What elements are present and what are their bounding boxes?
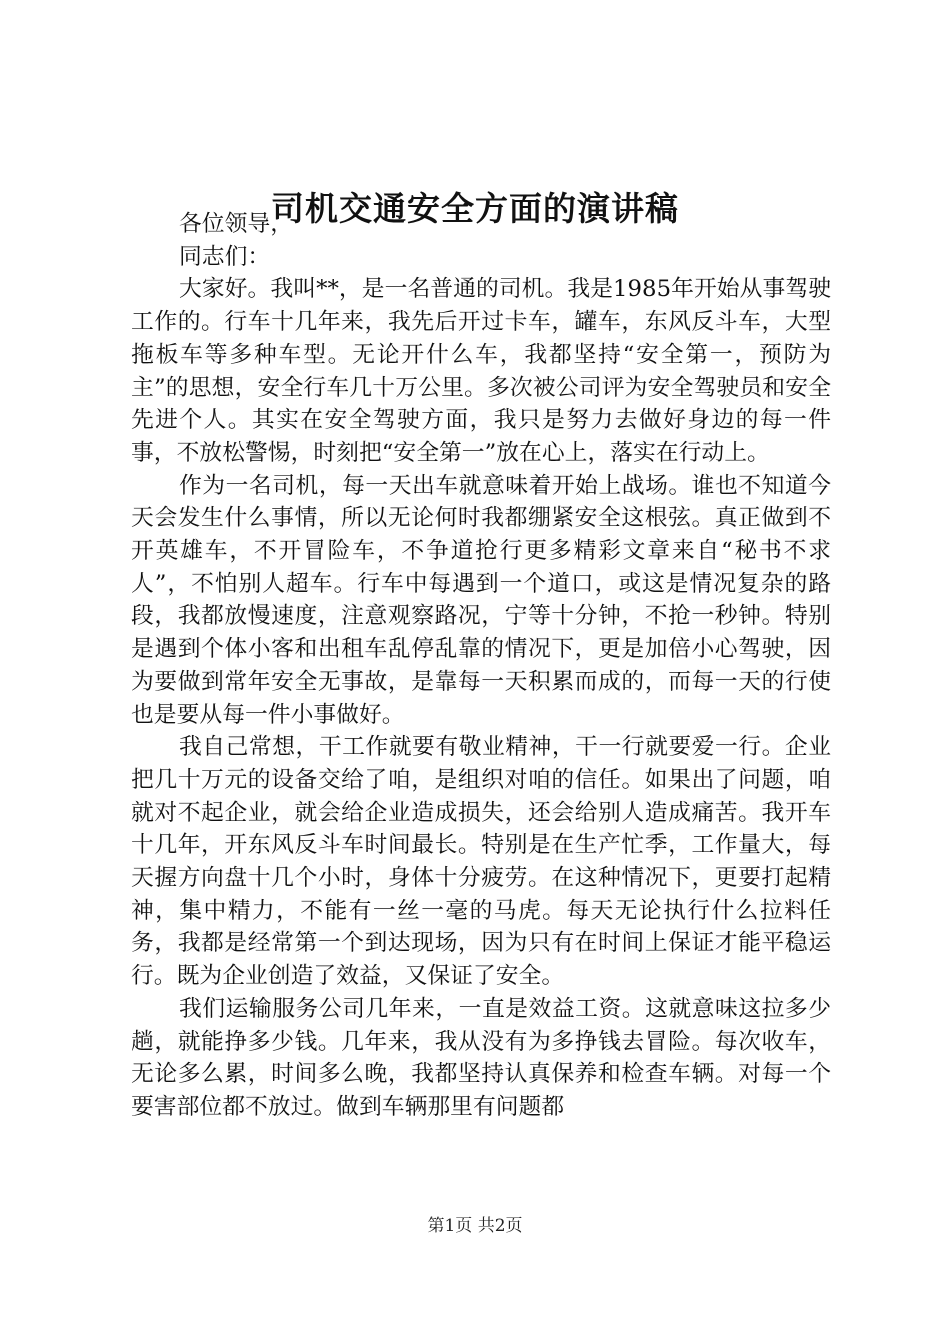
page-footer — [0, 1214, 950, 1238]
document-body — [131, 208, 831, 1124]
salutation-comrades: 同志们： — [179, 243, 271, 270]
document-title: 司机交通安全方面的演讲稿 — [271, 189, 679, 228]
paragraph-maintenance: 我们运输服务公司几年来，一直是效益工资。这就意味这拉多少趟，就能挣多少钱。几年来，我从没有为多挣钱去冒险。每次收车，无论多么累，时间多么晚，我都坚持认真保养和检查车辆。对每一个要害部位都不放过。做到车辆那里有问题都 — [131, 995, 831, 1120]
page-number-indicator: 第1页 共2页 — [427, 1216, 523, 1236]
paragraph-intro: 大家好。我叫**，是一名普通的司机。我是1985年开始从事驾驶工作的。行车十几年来，我先后开过卡车，罐车，东风反斗车，大型拖板车等多种车型。无论开什么车，我都坚持“安全第一，预防为主”的思想，安全行车几十万公里。多次被公司评为安全驾驶员和安全先进个人。其实在安全驾驶方面，我只是努力去做好身边的每一件事，不放松警惕，时刻把“安全第一”放在心上，落实在行动上。 — [131, 276, 831, 466]
paragraph-driving-mindset: 作为一名司机，每一天出车就意味着开始上战场。谁也不知道今天会发生什么事情，所以无论何时我都绷紧安全这根弦。真正做到不开英雄车，不开冒险车，不争道抢行更多精彩文章来自“秘书不求人”，不怕别人超车。行车中每遇到一个道口，或这是情况复杂的路段，我都放慢速度，注意观察路况，宁等十分钟，不抢一秒钟。特别是遇到个体小客和出租车乱停乱靠的情况下，更是加倍小心驾驶，因为要做到常年安全无事故，是靠每一天积累而成的，而每一天的行使也是要从每一件小事做好。 — [131, 472, 831, 728]
paragraph-dedication: 我自己常想，干工作就要有敬业精神，干一行就要爱一行。企业把几十万元的设备交给了咱，是组织对咱的信任。如果出了问题，咱就对不起企业，就会给企业造成损失，还会给别人造成痛苦。我开车十几年，开东风反斗车时间最长。特别是在生产忙季，工作量大，每天握方向盘十几个小时，身体十分疲劳。在这种情况下，更要打起精神，集中精力，不能有一丝一毫的马虎。每天无论执行什么拉料任务，我都是经常第一个到达现场，因为只有在时间上保证才能平稳运行。既为企业创造了效益，又保证了安全。 — [131, 734, 831, 990]
salutation-leaders: 各位领导， — [179, 211, 293, 237]
